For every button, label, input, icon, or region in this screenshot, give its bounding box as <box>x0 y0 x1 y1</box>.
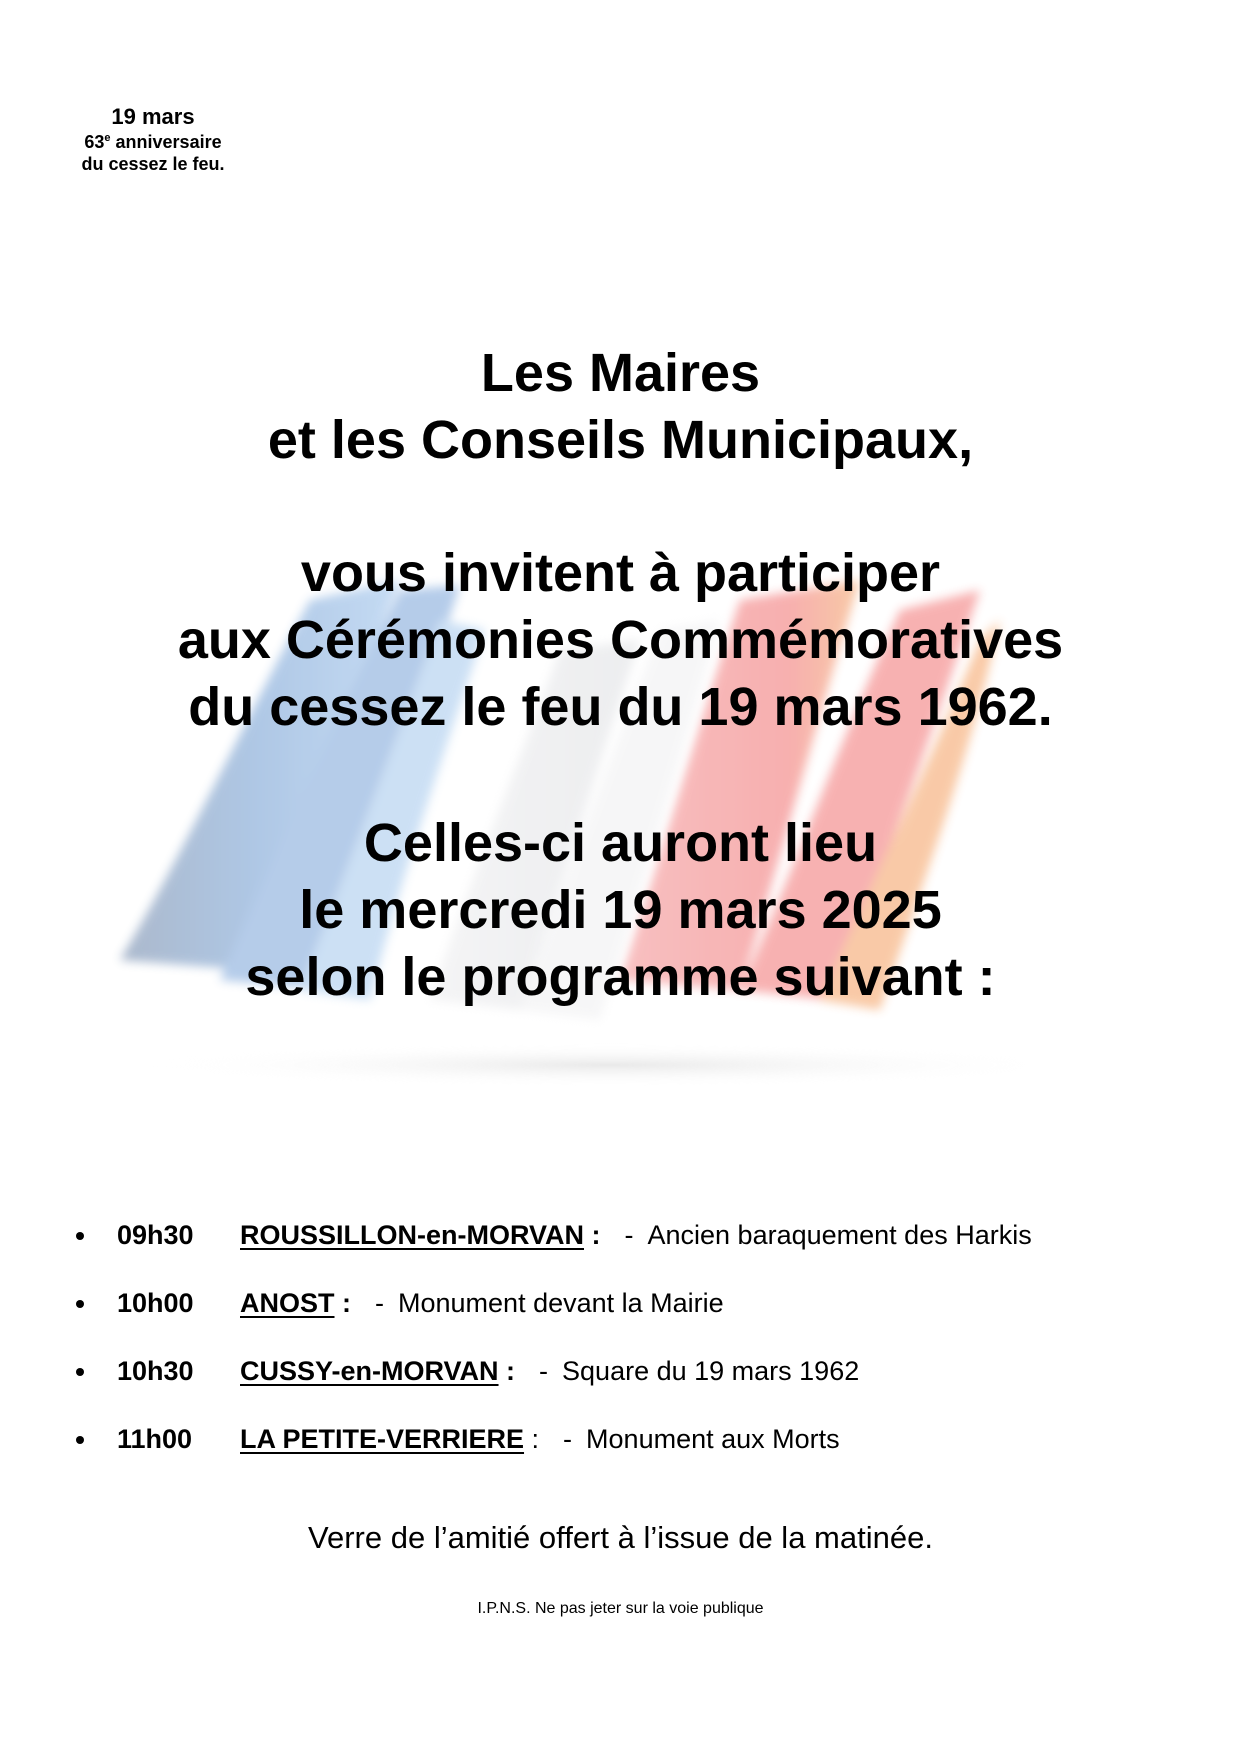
closing-note: Verre de l’amitié offert à l’issue de la matinée. <box>308 1520 933 1555</box>
place-name: LA PETITE-VERRIERE <box>240 1424 525 1454</box>
bullet-icon <box>76 1300 84 1308</box>
place-name: CUSSY-en-MORVAN <box>240 1356 499 1386</box>
schedule-intro-line: selon le programme suivant : <box>245 947 996 1007</box>
invite-line: du cessez le feu du 19 mars 1962. <box>188 677 1053 737</box>
invite-block <box>0 540 1241 741</box>
program-place <box>240 1218 1032 1252</box>
program-list <box>70 1218 1210 1490</box>
header-date: 19 mars <box>111 104 195 129</box>
schedule-intro-line: le mercredi 19 mars 2025 <box>299 880 942 940</box>
place-separator: - <box>563 1424 573 1454</box>
place-colon: : <box>498 1356 516 1386</box>
program-time: 09h30 <box>117 1220 194 1250</box>
place-location: Square du 19 mars 1962 <box>562 1356 860 1386</box>
invite-line: aux Cérémonies Commémoratives <box>177 610 1064 670</box>
program-place <box>240 1286 724 1320</box>
place-name: ANOST <box>240 1288 335 1318</box>
place-location: Ancien baraquement des Harkis <box>647 1220 1032 1250</box>
program-item <box>70 1218 1210 1286</box>
place-separator: - <box>624 1220 634 1250</box>
place-colon: : <box>334 1288 351 1318</box>
program-place <box>240 1354 859 1388</box>
anniversary-sup: e <box>104 131 111 144</box>
bullet-icon <box>76 1368 84 1376</box>
header-note <box>58 103 248 176</box>
place-separator: - <box>375 1288 384 1318</box>
place-location: Monument devant la Mairie <box>398 1288 724 1318</box>
program-item <box>70 1286 1210 1354</box>
hosts-line: Les Maires <box>480 343 761 403</box>
hosts-line: et les Conseils Municipaux, <box>267 410 974 470</box>
program-place <box>240 1422 840 1456</box>
anniversary-word: anniversaire <box>110 131 222 152</box>
place-name: ROUSSILLON-en-MORVAN <box>240 1220 584 1250</box>
program-time: 10h30 <box>117 1356 194 1386</box>
place-separator: - <box>539 1356 549 1386</box>
program-item <box>70 1354 1210 1422</box>
bullet-icon <box>76 1436 84 1444</box>
program-time: 10h00 <box>117 1288 194 1318</box>
anniversary-number: 63 <box>84 131 105 152</box>
header-anniversary <box>58 131 248 154</box>
place-colon: : <box>524 1424 540 1454</box>
program-item <box>70 1422 1210 1490</box>
place-location: Monument aux Morts <box>586 1424 840 1454</box>
ipns-footer: I.P.N.S. Ne pas jeter sur la voie publique <box>477 1600 764 1617</box>
place-colon: : <box>584 1220 601 1250</box>
header-subject: du cessez le feu. <box>81 154 225 174</box>
schedule-intro-line: Celles-ci auront lieu <box>363 813 878 873</box>
hosts-block <box>0 340 1241 474</box>
program-time: 11h00 <box>117 1424 193 1454</box>
invite-line: vous invitent à participer <box>300 543 941 603</box>
bullet-icon <box>76 1232 84 1240</box>
schedule-intro-block <box>0 810 1241 1011</box>
